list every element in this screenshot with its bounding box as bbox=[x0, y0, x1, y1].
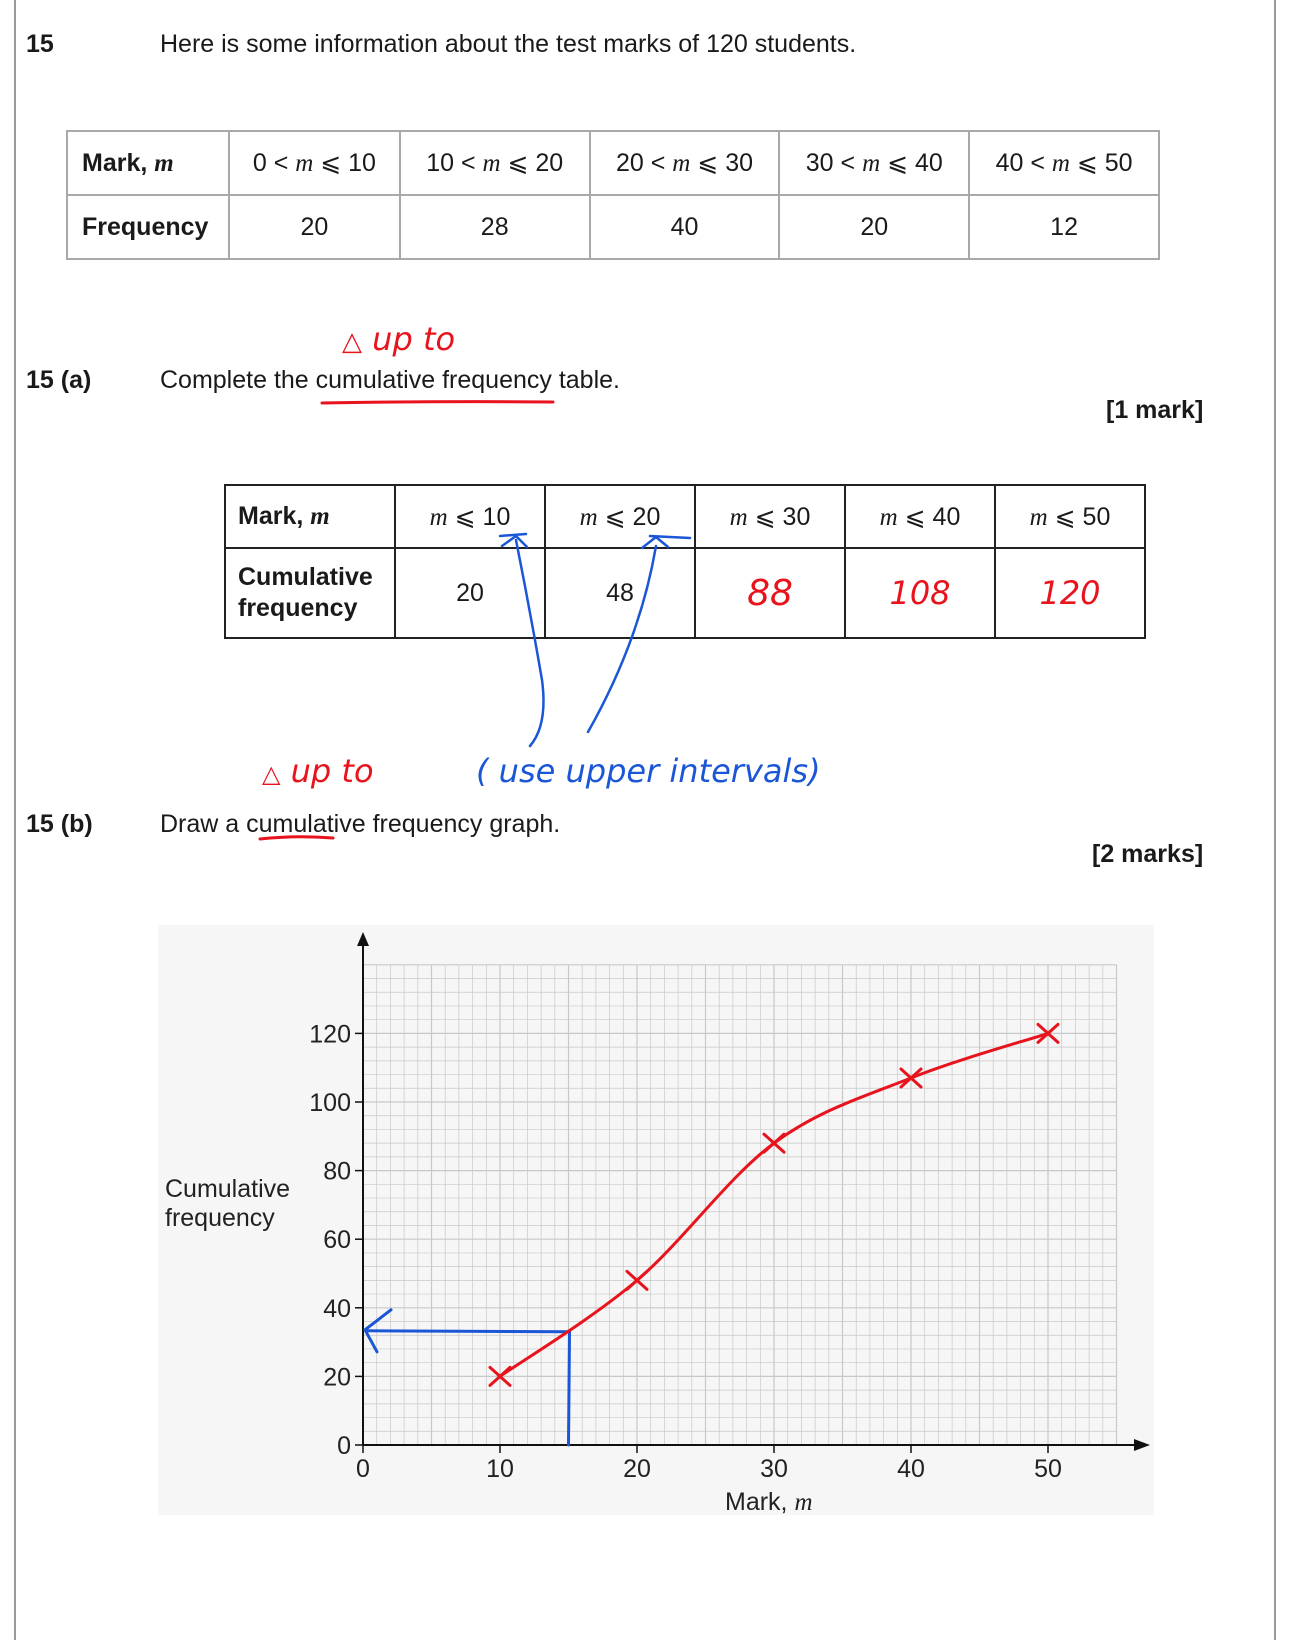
x-tick-label: 20 bbox=[623, 1455, 651, 1483]
frequency-cell: 20 bbox=[229, 195, 400, 259]
part-b-marks: [2 marks] bbox=[1092, 840, 1204, 868]
part-a-label: 15 (a) bbox=[26, 366, 92, 394]
y-tick-label: 100 bbox=[309, 1089, 351, 1117]
x-tick-label: 10 bbox=[486, 1455, 514, 1483]
x-axis-label: Mark, m bbox=[725, 1488, 813, 1516]
part-a-marks: [1 mark] bbox=[1106, 396, 1204, 424]
y-axis-label-line1: Cumulative bbox=[165, 1175, 291, 1203]
cum-freq-handwritten-cell: 120 bbox=[995, 548, 1145, 638]
cum-freq-cell: 48 bbox=[545, 548, 695, 638]
upper-bound-cell: m ⩽ 10 bbox=[395, 485, 545, 548]
upper-bound-cell: m ⩽ 50 bbox=[995, 485, 1145, 548]
frequency-cell: 20 bbox=[779, 195, 969, 259]
cum-freq-cell: 20 bbox=[395, 548, 545, 638]
y-tick-label: 20 bbox=[323, 1363, 351, 1392]
x-tick-label: 50 bbox=[1034, 1455, 1062, 1483]
cum-freq-handwritten-cell: 88 bbox=[695, 548, 845, 638]
frequency-cell: 28 bbox=[400, 195, 590, 259]
part-b-label: 15 (b) bbox=[26, 810, 93, 838]
upper-bound-cell: m ⩽ 30 bbox=[695, 485, 845, 548]
part-b-prompt: Draw a cumulative frequency graph. bbox=[160, 810, 561, 838]
interval-cell: 30 < m ⩽ 40 bbox=[779, 131, 969, 195]
cum-mark-header: Mark, m bbox=[225, 485, 395, 548]
frequency-cell: 12 bbox=[969, 195, 1159, 259]
y-tick-label: 40 bbox=[323, 1294, 351, 1323]
question-intro: Here is some information about the test marks of 120 students. bbox=[160, 30, 857, 58]
read-off-vertical bbox=[569, 1332, 570, 1445]
x-tick-label: 40 bbox=[897, 1455, 925, 1483]
part-a-prompt: Complete the cumulative frequency table. bbox=[160, 366, 620, 394]
cum-freq-header: Cumulative frequency bbox=[225, 548, 395, 638]
cum-freq-handwritten-cell: 108 bbox=[845, 548, 995, 638]
y-axis-label-line2: frequency bbox=[165, 1204, 275, 1232]
y-tick-label: 0 bbox=[337, 1432, 351, 1460]
interval-cell: 20 < m ⩽ 30 bbox=[590, 131, 780, 195]
x-tick-label: 0 bbox=[356, 1455, 370, 1483]
x-tick-label: 30 bbox=[760, 1455, 788, 1483]
upper-bound-cell: m ⩽ 20 bbox=[545, 485, 695, 548]
y-tick-label: 120 bbox=[309, 1020, 351, 1049]
interval-cell: 40 < m ⩽ 50 bbox=[969, 131, 1159, 195]
question-number: 15 bbox=[26, 30, 54, 58]
upper-bound-cell: m ⩽ 40 bbox=[845, 485, 995, 548]
interval-cell: 0 < m ⩽ 10 bbox=[229, 131, 400, 195]
annotation-up-to-a: △ up to bbox=[342, 320, 456, 358]
frequency-header: Frequency bbox=[67, 195, 229, 259]
interval-cell: 10 < m ⩽ 20 bbox=[400, 131, 590, 195]
annotation-use-upper-intervals: ( use upper intervals) bbox=[476, 752, 821, 790]
chart-background bbox=[158, 925, 1154, 1515]
mark-header: Mark, m bbox=[67, 131, 229, 195]
y-tick-label: 60 bbox=[323, 1226, 351, 1255]
read-off-horizontal bbox=[367, 1331, 569, 1332]
y-tick-label: 80 bbox=[323, 1157, 351, 1186]
annotation-up-to-b: △ up to bbox=[262, 752, 374, 790]
frequency-cell: 40 bbox=[590, 195, 780, 259]
